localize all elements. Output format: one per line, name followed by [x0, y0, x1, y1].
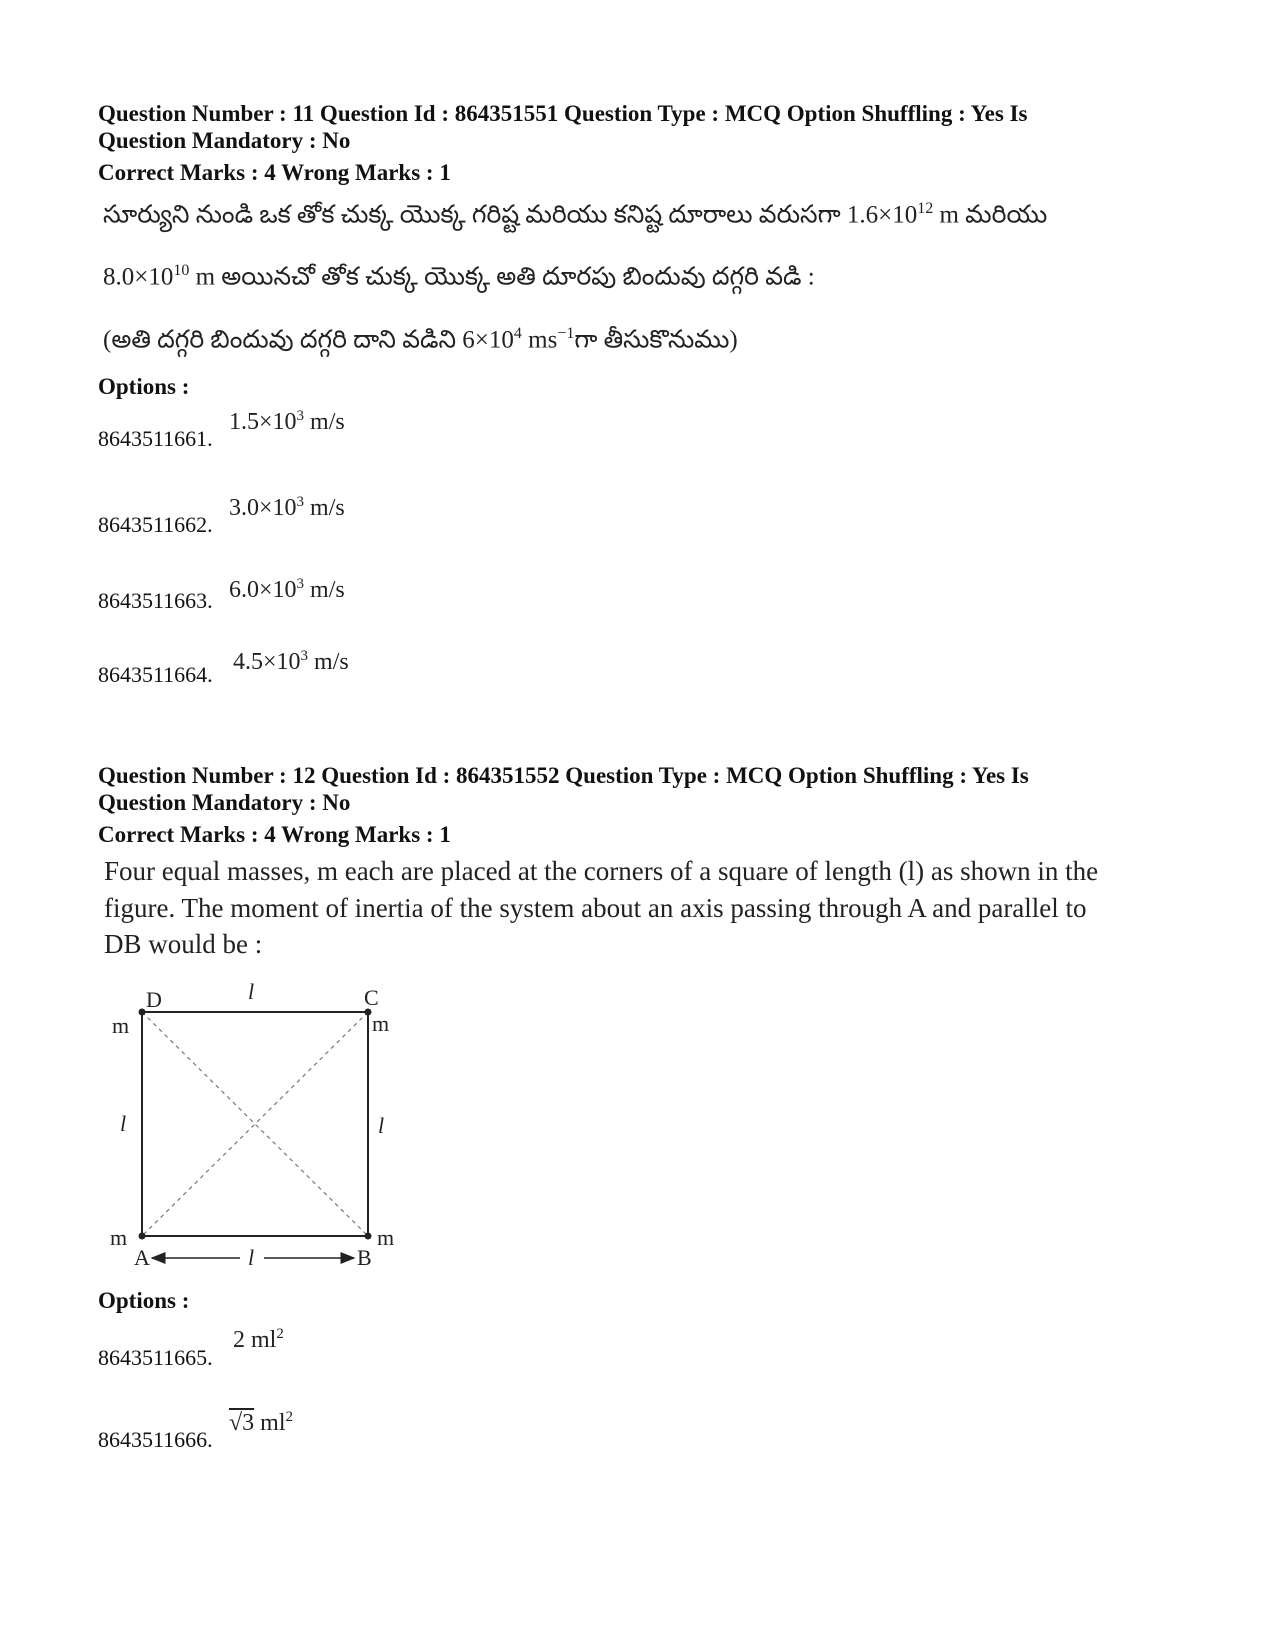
- square-mass-figure: [100, 975, 420, 1275]
- option-id: 8643511664.: [98, 662, 213, 687]
- q11-text-line1: సూర్యుని నుండి ఒక తోక చుక్క యొక్క గరిష్ట మరియు కనిష్ట దూరాలు వరుసగా $1.6\times 10^{12}$ m మరియు: [103, 200, 1048, 229]
- label-length-right: l: [378, 1113, 385, 1138]
- label-mass-b: m: [377, 1225, 395, 1250]
- option-value[interactable]: $6.0\times 10^3$ m/s: [229, 576, 345, 603]
- option-id: 8643511661.: [98, 426, 213, 451]
- q12-text-line1: Four equal masses, m each are placed at the corners of a square of length (l) as shown in the: [104, 856, 1099, 886]
- q12-text-line2: figure. The moment of inertia of the system about an axis passing through A and parallel to: [104, 893, 1087, 923]
- mass-dot-b: [365, 1233, 372, 1240]
- label-mass-a: m: [110, 1225, 128, 1250]
- mass-dot-d: [139, 1009, 146, 1016]
- q11-text-line2: $8.0\times 10^{10}$ m అయినచో తోక చుక్క యొక్క అతి దూరపు బిందువు దగ్గరి వడి :: [103, 262, 815, 291]
- option-value[interactable]: $3.0\times 10^3$ m/s: [229, 494, 345, 521]
- q11-marks: Correct Marks : 4 Wrong Marks : 1: [98, 160, 451, 185]
- option-value[interactable]: 2 $ml^2$: [233, 1326, 284, 1353]
- q11-header-line2: Question Mandatory : No: [98, 128, 351, 153]
- option-id: 8643511666.: [98, 1427, 213, 1452]
- label-b: B: [357, 1245, 372, 1270]
- q12-marks: Correct Marks : 4 Wrong Marks : 1: [98, 822, 451, 847]
- label-length-bottom: l: [248, 1245, 255, 1270]
- option-value[interactable]: √3 $ml^2$: [229, 1409, 294, 1436]
- option-value[interactable]: $1.5\times 10^3$ m/s: [229, 408, 345, 435]
- option-value[interactable]: $4.5\times 10^3$ m/s: [233, 648, 349, 675]
- label-mass-d: m: [112, 1013, 130, 1038]
- label-mass-c: m: [372, 1011, 390, 1036]
- q11-options-label: Options :: [98, 374, 190, 399]
- q12-options-label: Options :: [98, 1288, 190, 1313]
- q12-header-line1: Question Number : 12 Question Id : 864351552 Question Type : MCQ Option Shuffling : Yes Is: [98, 763, 1029, 788]
- q11-text-line3: (అతి దగ్గరి బిందువు దగ్గరి దాని వడిని $6\times 10^4$ $ms^{-1}గా$ తీసుకొనుము): [103, 325, 738, 354]
- label-length-top: l: [248, 979, 255, 1004]
- mass-dot-a: [139, 1233, 146, 1240]
- q11-header-line1: Question Number : 11 Question Id : 864351551 Question Type : MCQ Option Shuffling : Yes Is: [98, 101, 1028, 126]
- q12-text-line3: DB would be :: [104, 929, 263, 959]
- label-c: C: [364, 985, 379, 1010]
- square-outline: [142, 1012, 368, 1236]
- option-id: 8643511665.: [98, 1345, 213, 1370]
- option-id: 8643511663.: [98, 588, 213, 613]
- label-a: A: [134, 1245, 150, 1270]
- diagonal-db: [142, 1012, 368, 1236]
- label-d: D: [146, 987, 162, 1012]
- label-length-left: l: [120, 1111, 127, 1136]
- q12-header-line2: Question Mandatory : No: [98, 790, 351, 815]
- option-id: 8643511662.: [98, 512, 213, 537]
- diagonal-ca: [142, 1012, 368, 1236]
